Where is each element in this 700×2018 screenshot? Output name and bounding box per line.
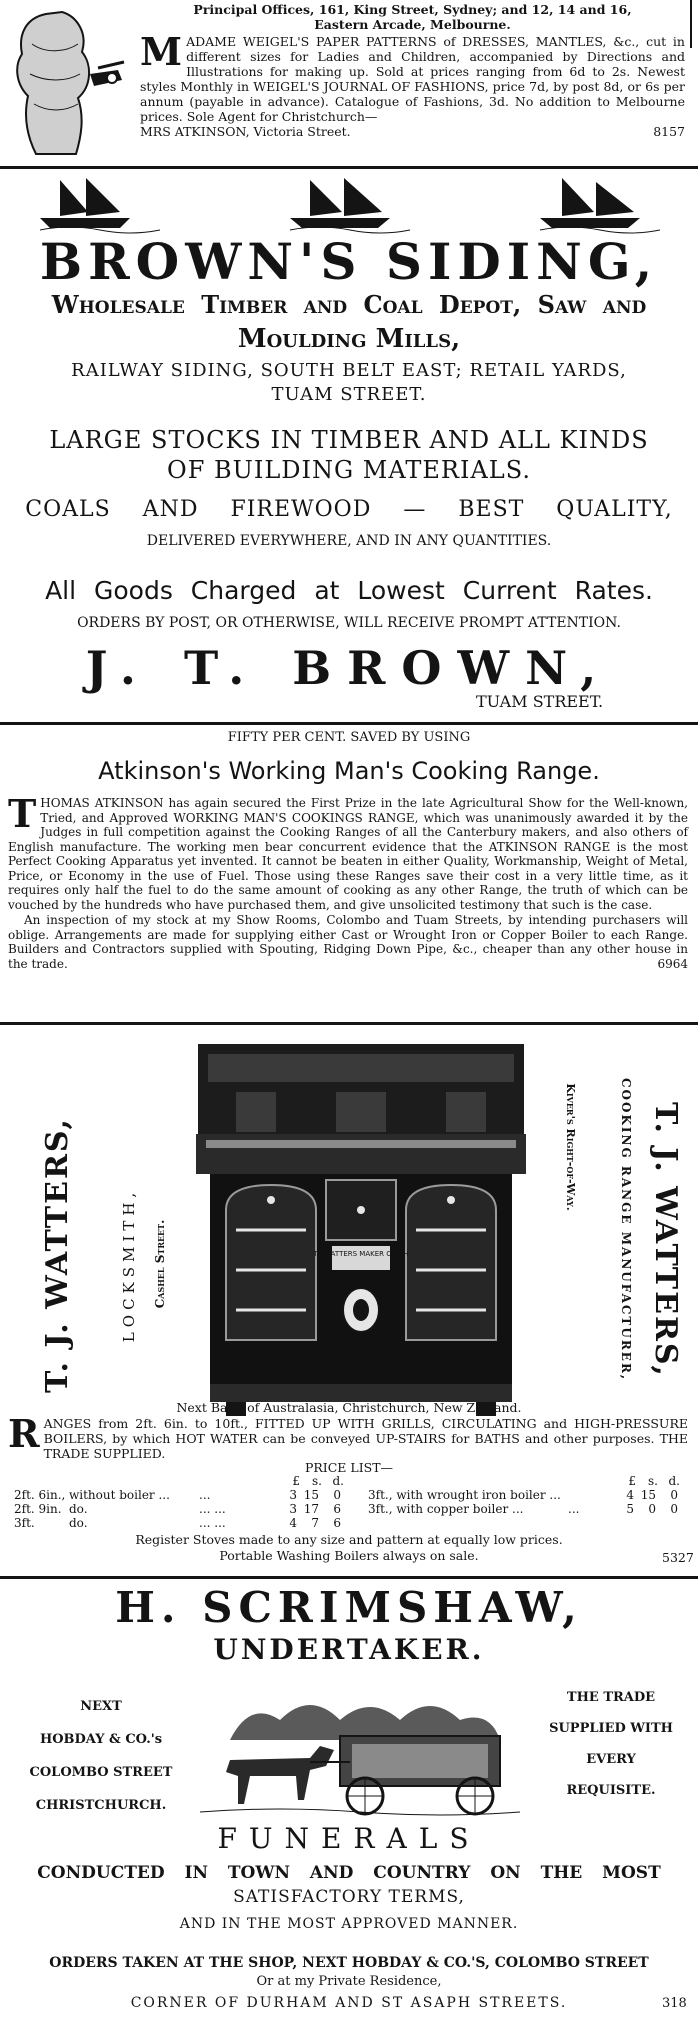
- tuam-street-line: TUAM STREET.: [271, 384, 427, 405]
- watters-left-street: Cashel Street.: [153, 1219, 167, 1309]
- private-residence-line: Or at my Private Residence,: [256, 1974, 442, 1989]
- dress-form-illustration: [6, 4, 126, 160]
- price-row: [368, 1488, 698, 1502]
- weigel-offices: [140, 2, 685, 32]
- ad-reference-number: 6964: [657, 956, 688, 971]
- watters-right-trade: COOKING RANGE MANUFACTURER,: [619, 1078, 633, 1382]
- price-dots: ...: [568, 1502, 580, 1516]
- price-pence: 6: [333, 1502, 341, 1516]
- funerals-heading: FUNERALS: [217, 1822, 481, 1855]
- portable-boilers-line: Portable Washing Boilers always on sale.: [219, 1548, 479, 1563]
- satisfactory-terms-line: SATISFACTORY TERMS,: [233, 1887, 465, 1907]
- price-shillings: 7: [311, 1516, 319, 1530]
- atkinson-body-2: [8, 913, 688, 971]
- left-line: NEXT: [80, 1699, 122, 1714]
- approved-manner-line: AND IN THE MOST APPROVED MANNER.: [179, 1916, 519, 1932]
- scrimshaw-title: H. SCRIMSHAW,: [115, 1583, 583, 1632]
- price-size: 3ft.: [14, 1516, 35, 1530]
- weigel-agent: MRS ATKINSON, Victoria Street.: [140, 124, 351, 139]
- watters-right-name: T. J. WATTERS,: [648, 1102, 683, 1378]
- watters-right-street: Kiver's Right-of-Way.: [564, 1083, 577, 1211]
- price-dots: ...: [199, 1488, 211, 1502]
- large-stocks-line: LARGE STOCKS IN TIMBER AND ALL KINDS: [49, 426, 649, 454]
- section-divider: [0, 1022, 698, 1025]
- wholesale-line: Wholesale Timber and Coal Depot, Saw and: [51, 290, 647, 319]
- section-divider: [0, 722, 698, 725]
- conducted-line: CONDUCTED IN TOWN AND COUNTRY ON THE MOST: [37, 1863, 661, 1883]
- weigel-agent-row: [140, 124, 685, 139]
- atkinson-kicker: FIFTY PER CENT. SAVED BY USING: [227, 730, 471, 745]
- ad-reference-number: 8157: [653, 124, 685, 139]
- price-pence: 0: [670, 1502, 678, 1516]
- railway-siding-line: RAILWAY SIDING, SOUTH BELT EAST; RETAIL YARDS,: [71, 360, 627, 381]
- register-stoves-line: Register Stoves made to any size and pattern at equally low prices.: [135, 1532, 563, 1547]
- price-desc: 3ft., with wrought iron boiler ...: [368, 1488, 561, 1502]
- scrimshaw-right-block: [528, 1682, 694, 1806]
- price-list-left: [14, 1488, 364, 1530]
- left-line: HOBDAY & CO.'s: [39, 1732, 163, 1747]
- watters-left-name: T. J. WATTERS,: [40, 1117, 75, 1393]
- price-shillings: 17: [303, 1502, 319, 1516]
- browns-siding-title: BROWN'S SIDING,: [39, 232, 659, 291]
- price-size: 2ft. 6in.,: [14, 1488, 66, 1502]
- right-line: THE TRADE: [566, 1690, 656, 1705]
- price-pence: 0: [333, 1488, 341, 1502]
- atkinson-body-text: HOMAS ATKINSON has again secured the First Prize in the late Agricultural Show for the Well-known, Tried, and Approved WORKING MAN'S COOKINGS RANGE, which was unanimously awarded it by the Judges in full competition against the Cooking Ranges of all the Canterbury makers, and also others of English manufacture. The working men bear concurrent evidence that the ATKINSON RANGE is the most Perfect Cooking Apparatus yet invented. It cannot be beaten in either Quality, Workmanship, Weight of Metal, Price, or Economy in the use of Fuel. Those using these Ranges save their cost in a very little time, as it requires only half the fuel to do the same amount of cooking as any other Range, the truth of which can be vouched by the hundreds who have purchased them, and give unsolicited testimony that such is the case.: [8, 796, 688, 912]
- price-size: 2ft. 9in.: [14, 1502, 62, 1516]
- currency-shillings: s.: [648, 1474, 658, 1488]
- stove-maker-plate: T J WATTERS MAKER CH.CH: [313, 1250, 409, 1258]
- price-shillings: 15: [640, 1488, 656, 1502]
- price-pounds: 4: [626, 1488, 634, 1502]
- right-line: SUPPLIED WITH: [549, 1721, 673, 1736]
- price-pence: 0: [670, 1488, 678, 1502]
- price-currency-header-right: [618, 1474, 698, 1488]
- price-pounds: 3: [289, 1488, 297, 1502]
- atkinson-body-2-text: An inspection of my stock at my Show Rooms, Colombo and Tuam Streets, by intending purchasers will oblige. Arrangements are made for supplying either Cast or Wrought Iron or Copper Boiler to each Range. Builders and Contractors supplied with Spouting, Ridging Down Pipe, &c., cheaper than any other house in the trade.: [8, 913, 688, 971]
- price-row: [14, 1516, 364, 1530]
- offices-line: Principal Offices, 161, King Street, Sydney; and 12, 14 and 16,: [193, 2, 632, 17]
- price-currency-header-left: [282, 1474, 362, 1488]
- price-dots: ... ...: [199, 1516, 226, 1530]
- left-line: CHRISTCHURCH.: [35, 1798, 167, 1813]
- right-line: EVERY: [586, 1752, 636, 1767]
- lowest-rates-line: All Goods Charged at Lowest Current Rates.: [45, 576, 653, 605]
- hearse-illustration: [200, 1680, 520, 1820]
- price-pounds: 3: [289, 1502, 297, 1516]
- atkinson-title: Atkinson's Working Man's Cooking Range.: [98, 757, 600, 785]
- price-desc: do.: [69, 1516, 88, 1530]
- price-desc: 3ft., with copper boiler ...: [368, 1502, 524, 1516]
- price-pounds: 5: [626, 1502, 634, 1516]
- undertaker-subtitle: UNDERTAKER.: [213, 1633, 485, 1666]
- section-divider: [0, 1576, 698, 1579]
- moulding-mills-line: Moulding Mills,: [237, 324, 461, 354]
- building-materials-line: OF BUILDING MATERIALS.: [167, 456, 531, 484]
- scrimshaw-left-block: [8, 1690, 194, 1822]
- orders-by-post-line: ORDERS BY POST, OR OTHERWISE, WILL RECEIVE PROMPT ATTENTION.: [77, 615, 621, 631]
- ship-icon: [40, 178, 160, 233]
- price-pence: 6: [333, 1516, 341, 1530]
- cooking-range-illustration: [196, 1040, 526, 1420]
- watters-address: Next Bank of Australasia, Christchurch, New Zealand.: [176, 1400, 522, 1415]
- currency-pence: d.: [668, 1474, 680, 1488]
- left-line: COLOMBO STREET: [29, 1765, 173, 1780]
- brown-street: TUAM STREET.: [476, 692, 604, 711]
- price-shillings: 15: [303, 1488, 319, 1502]
- price-shillings: 0: [648, 1502, 656, 1516]
- delivered-line: DELIVERED EVERYWHERE, AND IN ANY QUANTITIES.: [146, 533, 552, 549]
- atkinson-body: [8, 791, 688, 971]
- currency-pounds: £: [628, 1474, 636, 1488]
- price-dots: ... ...: [199, 1502, 226, 1516]
- price-desc: without boiler ...: [69, 1488, 170, 1502]
- watters-left-trade: LOCKSMITH,: [120, 1187, 138, 1343]
- currency-shillings: s.: [312, 1474, 322, 1488]
- weigel-body: [140, 29, 685, 139]
- watters-body-text: ANGES from 2ft. 6in. to 10ft., FITTED UP WITH GRILLS, CIRCULATING and HIGH-PRESSURE BOILERS, by which HOT WATER can be conveyed UP-STAIRS for BATHS and other purposes. THE TRADE SUPPLIED.: [43, 1416, 688, 1461]
- offices-line-2: Eastern Arcade, Melbourne.: [314, 17, 511, 32]
- price-row: [14, 1502, 364, 1516]
- ad-reference-number: 5327: [662, 1550, 694, 1565]
- price-row: [14, 1488, 364, 1502]
- drop-cap: M: [140, 29, 183, 74]
- price-desc: do.: [69, 1502, 88, 1516]
- currency-pounds: £: [292, 1474, 300, 1488]
- ad-reference-number: 318: [662, 1996, 687, 2011]
- coals-line: COALS AND FIREWOOD — BEST QUALITY,: [25, 497, 673, 522]
- price-pounds: 4: [289, 1516, 297, 1530]
- drop-cap: R: [8, 1411, 40, 1456]
- j-t-brown-name: J. T. BROWN,: [85, 641, 613, 695]
- section-divider: [0, 166, 698, 169]
- price-list-right: [368, 1488, 698, 1516]
- watters-body: [8, 1411, 688, 1461]
- corner-streets-line: CORNER OF DURHAM AND ST ASAPH STREETS.: [130, 1995, 568, 2011]
- horse-icon: [226, 1746, 334, 1804]
- ships-illustration: [40, 174, 660, 234]
- currency-pence: d.: [332, 1474, 344, 1488]
- price-row: [368, 1502, 698, 1516]
- right-line: REQUISITE.: [566, 1783, 656, 1798]
- price-list-title: PRICE LIST—: [304, 1460, 394, 1475]
- orders-taken-line: ORDERS TAKEN AT THE SHOP, NEXT HOBDAY & CO.'S, COLOMBO STREET: [49, 1955, 649, 1971]
- column-edge-rule: [690, 0, 692, 48]
- drop-cap: T: [8, 791, 37, 836]
- weigel-body-text: ADAME WEIGEL'S PAPER PATTERNS of DRESSES, MANTLES, &c., cut in different sizes for Ladies and Children, accompanied by Directions and Illustrations for making up. Sold at prices ranging from 6d to 2s. Newest styles Monthly in WEIGEL'S JOURNAL OF FASHIONS, price 7d, by post 8d, or 6s per annum (payable in advance). Catalogue of Fashions, 3d. No addition to Melbourne prices. Sole Agent for Christchurch—: [140, 34, 685, 124]
